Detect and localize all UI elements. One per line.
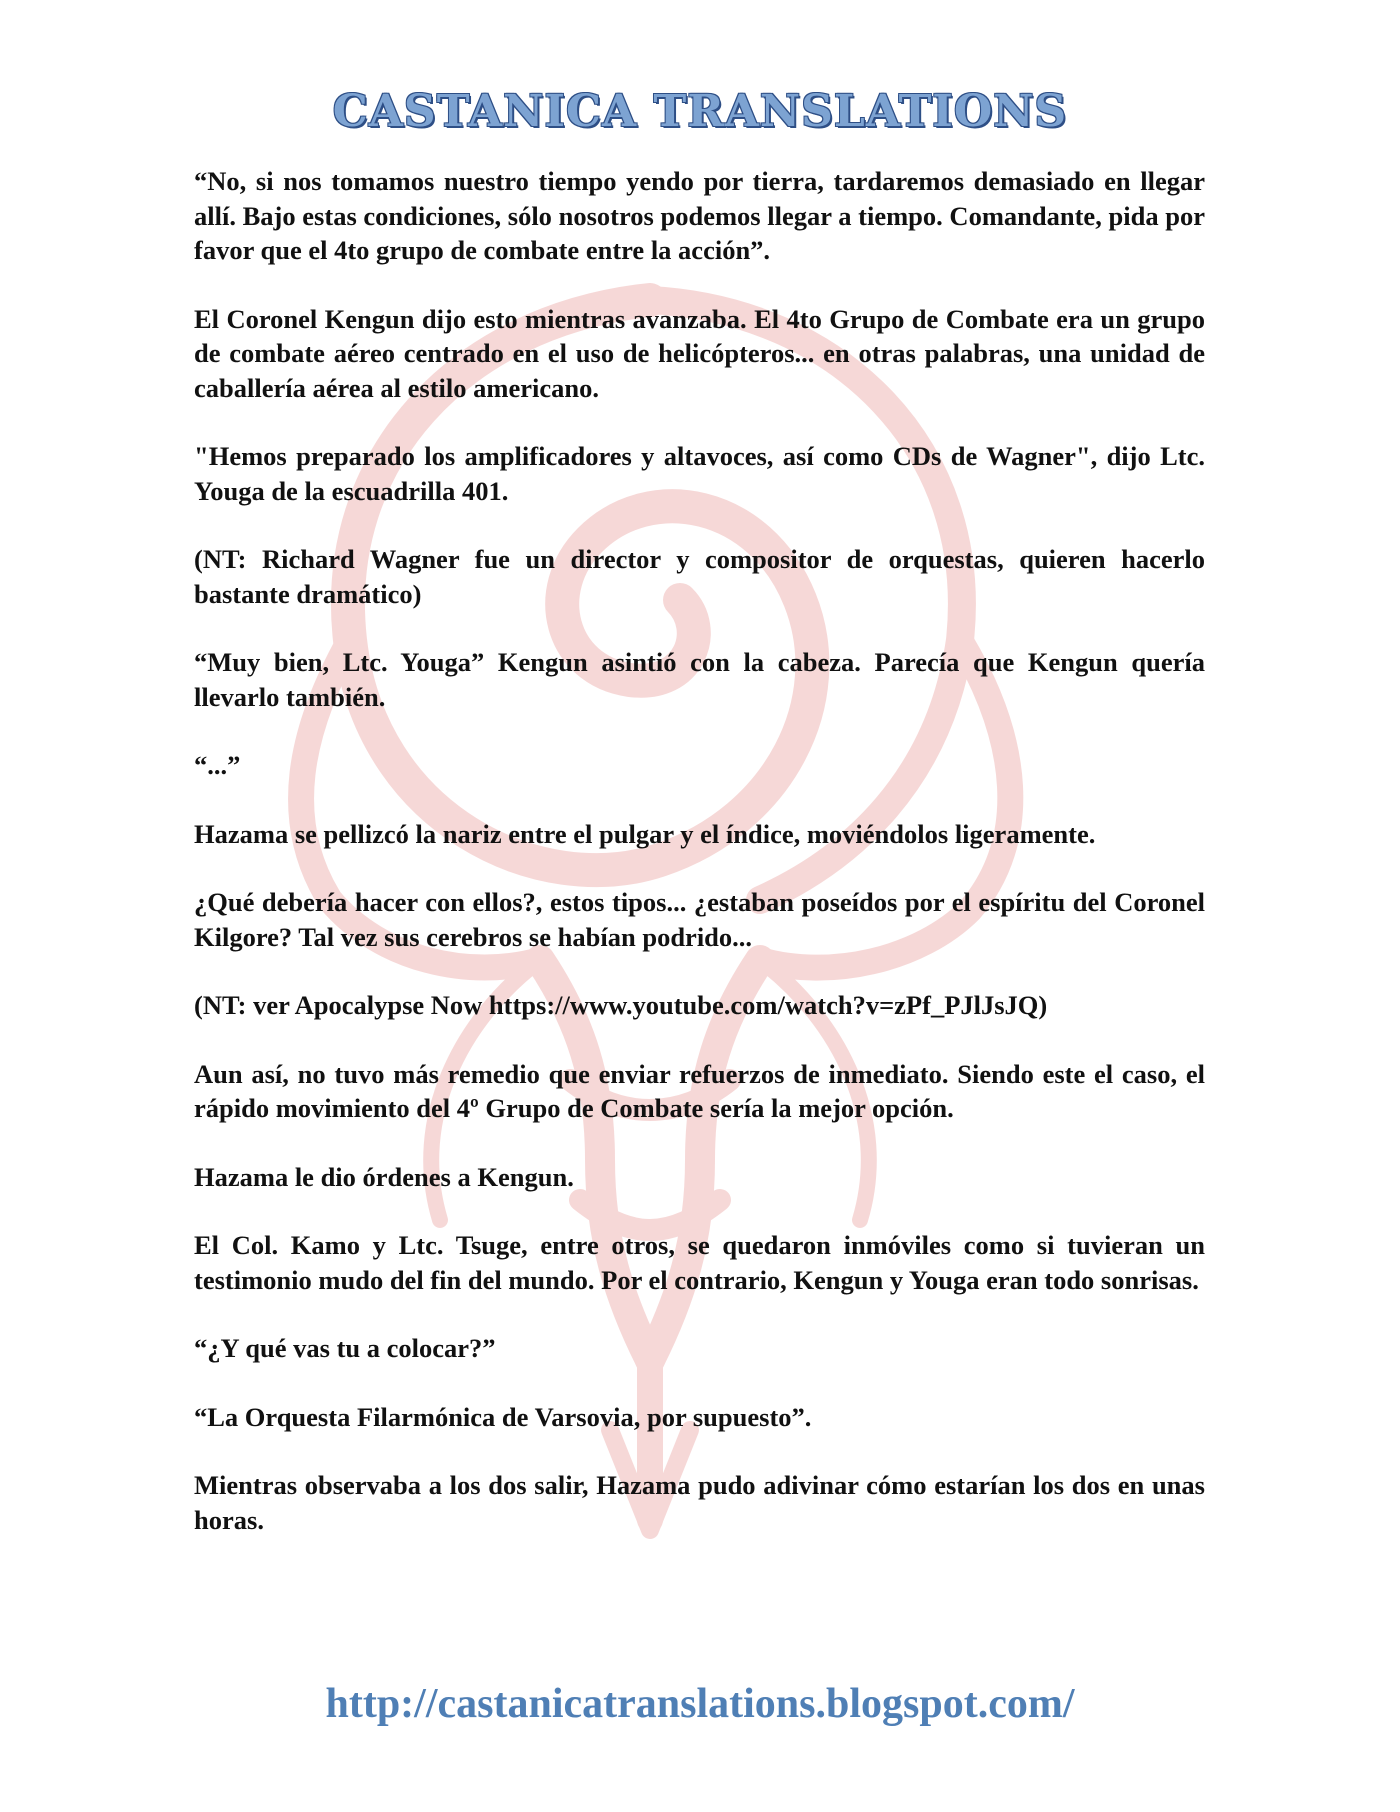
paragraph: “La Orquesta Filarmónica de Varsovia, por supuesto”. [194,1401,812,1432]
paragraph: “¿Y qué vas tu a colocar?” [194,1333,496,1363]
paragraph: (NT: ver Apocalypse Now https://www.youtube.com/watch?v=zPf_PJlJsJQ) [194,990,1048,1020]
paragraph: ¿Qué debería hacer con ellos?, estos tipos... ¿estaban poseídos por el espíritu del Coronel Kilgore? Tal vez sus cerebros se habían podrido... [194,887,1205,952]
paragraph: Aun así, no tuvo más remedio que enviar refuerzos de inmediato. Siendo este el caso, el rápido movimiento del 4º Grupo de Combate sería la mejor opción. [194,1058,1205,1123]
paragraph: “Muy bien, Ltc. Youga” Kengun asintió con la cabeza. Parecía que Kengun quería llevarlo también. [194,647,1205,712]
paragraph: El Coronel Kengun dijo esto mientras avanzaba. El 4to Grupo de Combate era un grupo de combate aéreo centrado en el uso de helicópteros... en otras palabras, una unidad de caballería aérea al estilo americano. [194,303,1205,403]
paragraph: "Hemos preparado los amplificadores y altavoces, así como CDs de Wagner", dijo Ltc. Youga de la escuadrilla 401. [194,441,1205,506]
paragraph: (NT: Richard Wagner fue un director y compositor de orquestas, quieren hacerlo bastante dramático) [194,544,1205,609]
paragraph: “...” [194,750,241,780]
document-body [194,164,1205,1571]
paragraph: Mientras observaba a los dos salir, Hazama pudo adivinar cómo estarían los dos en unas horas. [194,1470,1205,1535]
paragraph: El Col. Kamo y Ltc. Tsuge, entre otros, se quedaron inmóviles como si tuvieran un testimonio mudo del fin del mundo. Por el contrario, Kengun y Youga eran todo sonrisas. [194,1230,1205,1295]
footer-url: http://castanicatranslations.blogspot.com/ [325,1681,1075,1727]
site-header-title: CASTANICA TRANSLATIONS [332,86,1068,137]
paragraph: Hazama le dio órdenes a Kengun. [194,1161,574,1192]
paragraph: “No, si nos tomamos nuestro tiempo yendo por tierra, tardaremos demasiado en llegar allí. Bajo estas condiciones, sólo nosotros podemos llegar a tiempo. Comandante, pida por favor que el 4to grupo de combate entre la acción”. [194,166,1205,265]
paragraph: Hazama se pellizcó la nariz entre el pulgar y el índice, moviéndolos ligeramente. [194,818,1096,849]
